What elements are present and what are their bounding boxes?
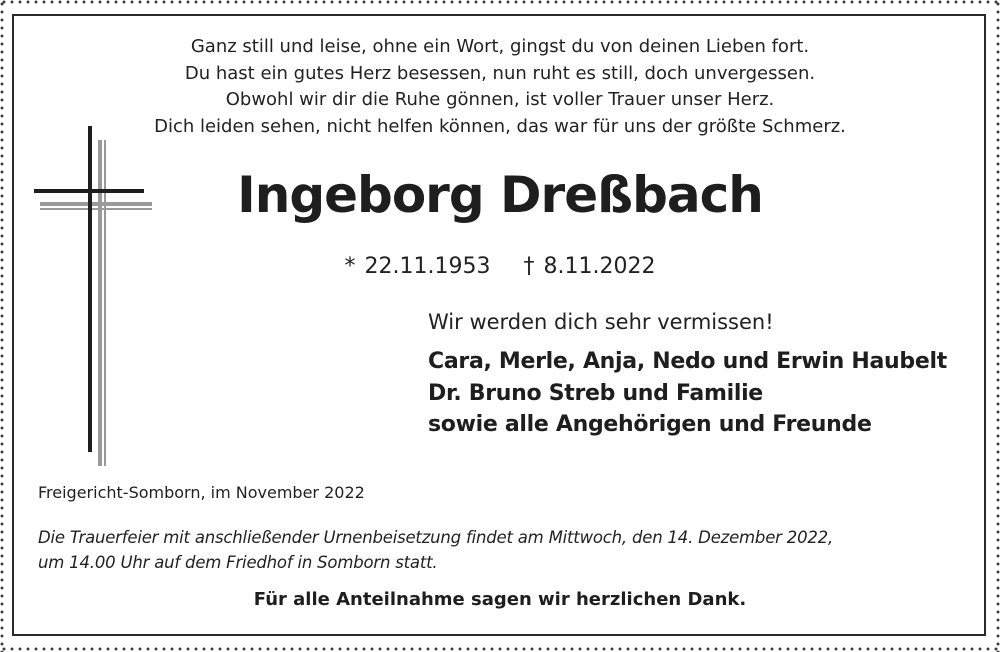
dotted-border-top <box>0 0 1000 4</box>
thanks-line: Für alle Anteilnahme sagen wir herzlichen Dank. <box>253 589 747 610</box>
poem <box>90 34 910 140</box>
farewell-message: Wir werden dich sehr vermissen! <box>428 310 774 334</box>
dotted-border-left <box>0 0 4 652</box>
life-dates <box>300 254 700 279</box>
mourner-line: Cara, Merle, Anja, Nedo und Erwin Haubelt <box>428 349 947 374</box>
dotted-border-bottom <box>0 647 1000 651</box>
poem-line: Dich leiden sehen, nicht helfen können, das war für uns der größte Schmerz. <box>154 115 846 137</box>
cross-icon <box>30 126 160 468</box>
poem-line: Du hast ein gutes Herz besessen, nun ruht es still, doch unvergessen. <box>184 62 816 84</box>
dotted-border-right <box>996 0 1000 652</box>
poem-line: Obwohl wir dir die Ruhe gönnen, ist voller Trauer unser Herz. <box>225 89 775 110</box>
service-info <box>38 525 833 575</box>
birth-date: * 22.11.1953 <box>344 254 491 279</box>
service-line: um 14.00 Uhr auf dem Friedhof in Somborn statt. <box>38 553 438 572</box>
mourner-line: Dr. Bruno Streb und Familie <box>428 380 763 406</box>
deceased-name: Ingeborg Dreßbach <box>237 166 763 224</box>
place-date: Freigericht-Somborn, im November 2022 <box>38 483 365 502</box>
mourner-line: sowie alle Angehörigen und Freunde <box>428 412 872 437</box>
service-line: Die Trauerfeier mit anschließender Urnenbeisetzung findet am Mittwoch, den 14. Dezember 2022, <box>38 528 834 547</box>
mourners-list <box>428 346 947 441</box>
death-date: † 8.11.2022 <box>523 254 656 279</box>
poem-line: Ganz still und leise, ohne ein Wort, gingst du von deinen Lieben fort. <box>190 36 810 57</box>
